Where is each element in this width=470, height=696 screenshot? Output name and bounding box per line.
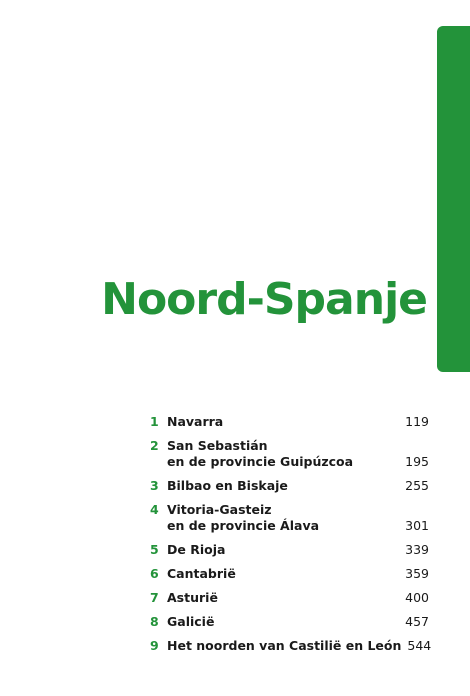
toc-number: 8 [150,614,159,629]
toc-number: 2 [150,438,159,453]
toc-number: 7 [150,590,159,605]
toc-page-number: 544 [407,638,432,653]
toc-item[interactable] [150,478,429,494]
toc-page-number: 255 [405,478,429,493]
toc-number: 6 [150,566,159,581]
toc-page-number: 119 [405,414,429,429]
chapter-side-tab [437,26,470,372]
toc-label: De Rioja [167,542,226,557]
toc-number: 9 [150,638,159,653]
toc-page-number: 195 [405,454,429,469]
toc-label: Het noorden van Castilië en León [167,638,402,653]
toc-item[interactable] [150,414,429,430]
toc-label: Vitoria-Gasteiz en de provincie Álava [167,502,320,533]
toc-item[interactable] [150,566,429,582]
toc-item[interactable] [150,438,429,470]
toc-label: Navarra [167,414,224,429]
toc-item[interactable] [150,590,429,606]
toc-item[interactable] [150,638,432,654]
toc-number: 3 [150,478,159,493]
toc-page-number: 457 [405,614,429,629]
toc-page-number: 359 [405,566,429,581]
toc-page-number: 339 [405,542,429,557]
table-of-contents [150,414,432,662]
toc-label: Asturië [167,590,218,605]
toc-number: 5 [150,542,159,557]
toc-item[interactable] [150,502,429,534]
toc-item[interactable] [150,614,429,630]
toc-item[interactable] [150,542,429,558]
toc-number: 1 [150,414,159,429]
toc-page-number: 400 [405,590,429,605]
toc-page-number: 301 [405,518,429,533]
toc-label: San Sebastián en de provincie Guipúzcoa [167,438,354,469]
toc-label: Galicië [167,614,215,629]
toc-number: 4 [150,502,159,517]
toc-label: Cantabrië [167,566,236,581]
page-title: Noord-Spanje [101,274,427,325]
toc-label: Bilbao en Biskaje [167,478,288,493]
